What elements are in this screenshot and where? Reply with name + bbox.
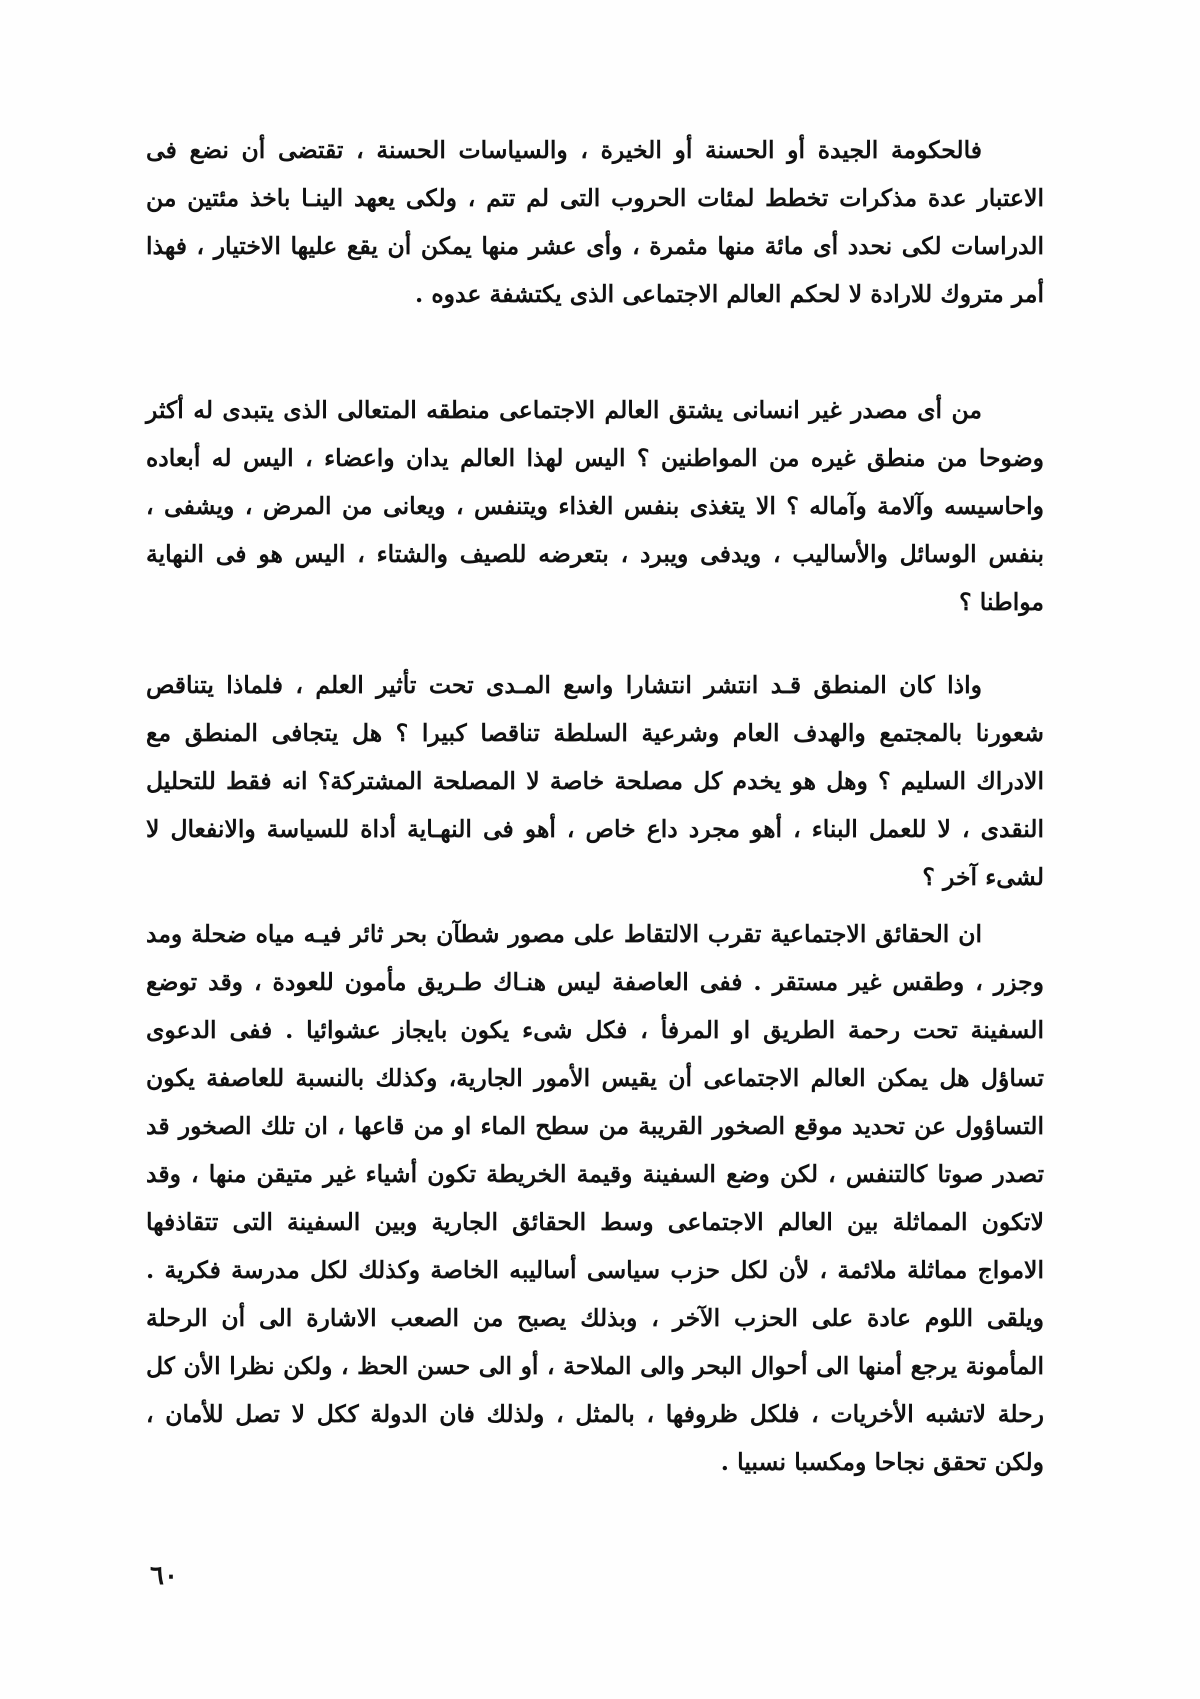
paragraph-1: فالحكومة الجيدة أو الحسنة أو الخيرة ، والسياسات الحسنة ، تقتضى أن نضع فى الاعتبار عدة مذكرات تخطط لمئات الحروب التى لم تتم ، ولكى يعهد الينـا باخذ مئتين من الدراسات لكى نحدد أى مائة منها مثمرة ، وأى عشر منها يمكن أن يقع عليها الاختيار ، فهذا أمر متروك للارادة لا لحكم العالم الاجتماعى الذى يكتشفة عدوه . xyxy=(146,136,1044,308)
body-text-block-4 xyxy=(146,910,1044,1486)
paragraph-3: واذا كان المنطق قـد انتشر انتشارا واسع المـدى تحت تأثير العلم ، فلماذا يتناقص شعورنا بالمجتمع والهدف العام وشرعية السلطة تناقصا كبيرا ؟ هل يتجافى المنطق مع الادراك السليم ؟ وهل هو يخدم كل مصلحة خاصة لا المصلحة المشتركة؟ انه فقط للتحليل النقدى ، لا للعمل البناء ، أهو مجرد داع خاص ، أهو فى النهـاية أداة للسياسة والانفعال لا لشىء آخر ؟ xyxy=(146,671,1044,891)
page-number: ٦٠ xyxy=(150,1561,178,1591)
paragraph-4: ان الحقائق الاجتماعية تقرب الالتقاط على مصور شطآن بحر ثائر فيـه مياه ضحلة ومد وجزر ، وطقس غير مستقر . ففى العاصفة ليس هنـاك طـريق مأمون للعودة ، وقد توضع السفينة تحت رحمة الطريق او المرفأ ، فكل شىء يكون بايجاز عشوائيا . ففى الدعوى تساؤل هل يمكن العالم الاجتماعى أن يقيس الأمور الجارية، وكذلك بالنسبة للعاصفة يكون التساؤول عن تحديد موقع الصخور القريبة من سطح الماء او من قاعها ، ان تلك الصخور قد تصدر صوتا كالتنفس ، لكن وضع السفينة وقيمة الخريطة تكون أشياء غير متيقن منها ، وقد لاتكون المماثلة بين العالم الاجتماعى وسط الحقائق الجارية وبين السفينة التى تتقاذفها الامواج مماثلة ملائمة ، لأن لكل حزب سياسى أساليبه الخاصة وكذلك لكل مدرسة فكرية . ويلقى اللوم عادة على الحزب الآخر ، وبذلك يصبح من الصعب الاشارة الى أن الرحلة المأمونة يرجع أمنها الى أحوال البحر والى الملاحة ، أو الى حسن الحظ ، ولكن نظرا الأن كل رحلة لاتشبه الأخريات ، فلكل ظروفها ، بالمثل ، ولذلك فان الدولة ككل لا تصل للأمان ، ولكن تحقق نجاحا ومكسبا نسبيا . xyxy=(146,920,1044,1476)
paragraph-2: من أى مصدر غير انسانى يشتق العالم الاجتماعى منطقه المتعالى الذى يتبدى له أكثر وضوحا من منطق غيره من المواطنين ؟ اليس لهذا العالم يدان واعضاء ، اليس له أبعاده واحاسيسه وآلامة وآماله ؟ الا يتغذى بنفس الغذاء ويتنفس ، ويعانى من المرض ، ويشفى ، بنفس الوسائل والأساليب ، ويدفى ويبرد ، بتعرضه للصيف والشتاء ، اليس هو فى النهاية مواطنا ؟ xyxy=(146,396,1044,616)
body-text-block-3 xyxy=(146,661,1044,901)
body-text-block-1 xyxy=(146,126,1044,318)
body-text-block-2 xyxy=(146,386,1044,626)
